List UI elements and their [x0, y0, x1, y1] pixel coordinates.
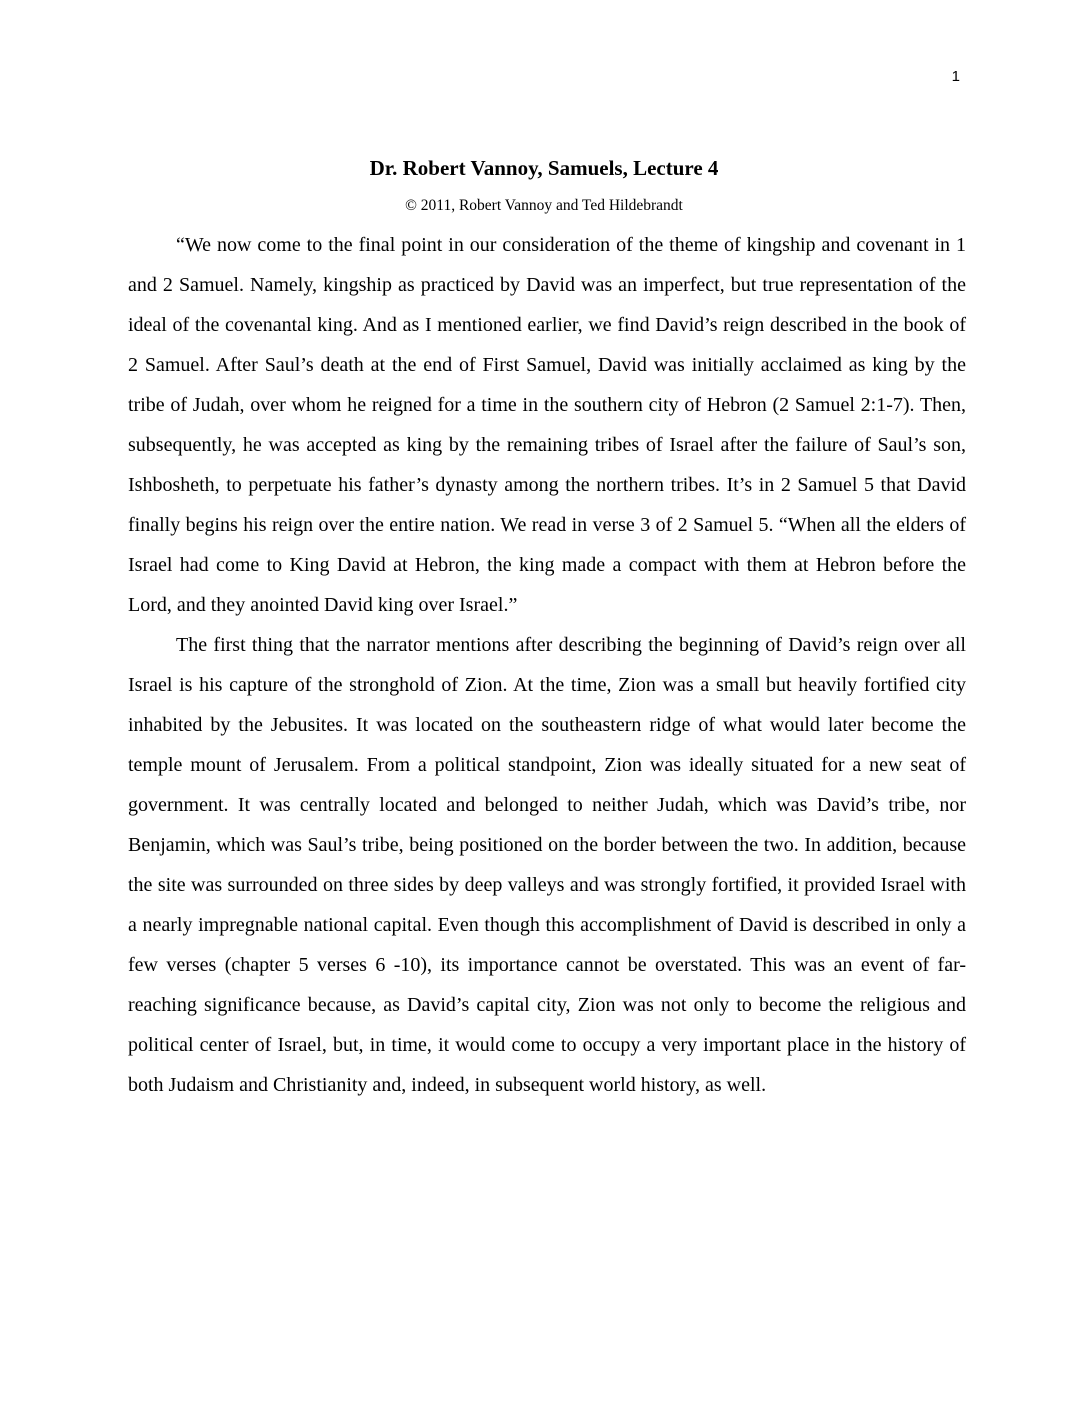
- body-text: [128, 225, 966, 1105]
- paragraph: The first thing that the narrator mentions after describing the beginning of David’s reign over all Israel is his capture of the stronghold of Zion. At the time, Zion was a small but heavily fortified city inhabited by the Jebusites. It was located on the southeastern ridge of what would later become the temple mount of Jerusalem. From a political standpoint, Zion was ideally situated for a new seat of government. It was centrally located and belonged to neither Judah, which was David’s tribe, nor Benjamin, which was Saul’s tribe, being positioned on the border between the two. In addition, because the site was surrounded on three sides by deep valleys and was strongly fortified, it provided Israel with a nearly impregnable national capital. Even though this accomplishment of David is described in only a few verses (chapter 5 verses 6 -10), its importance cannot be overstated. This was an event of far-reaching significance because, as David’s capital city, Zion was not only to become the religious and political center of Israel, but, in time, it would come to occupy a very important place in the history of both Judaism and Christianity and, indeed, in subsequent world history, as well.: [128, 634, 966, 1096]
- page-number: 1: [951, 68, 960, 85]
- copyright-line: © 2011, Robert Vannoy and Ted Hildebrandt: [405, 197, 683, 214]
- paragraph: “We now come to the final point in our consideration of the theme of kingship and covenant in 1 and 2 Samuel. Namely, kingship as practiced by David was an imperfect, but true representation of the ideal of the covenantal king. And as I mentioned earlier, we find David’s reign described in the book of 2 Samuel. After Saul’s death at the end of First Samuel, David was initially acclaimed as king by the tribe of Judah, over whom he reigned for a time in the southern city of Hebron (2 Samuel 2:1-7). Then, subsequently, he was accepted as king by the remaining tribes of Israel after the failure of Saul’s son, Ishbosheth, to perpetuate his father’s dynasty among the northern tribes. It’s in 2 Samuel 5 that David finally begins his reign over the entire nation. We read in verse 3 of 2 Samuel 5. “When all the elders of Israel had come to King David at Hebron, the king made a compact with them at Hebron before the Lord, and they anointed David king over Israel.”: [128, 234, 966, 616]
- document-title: Dr. Robert Vannoy, Samuels, Lecture 4: [369, 156, 719, 180]
